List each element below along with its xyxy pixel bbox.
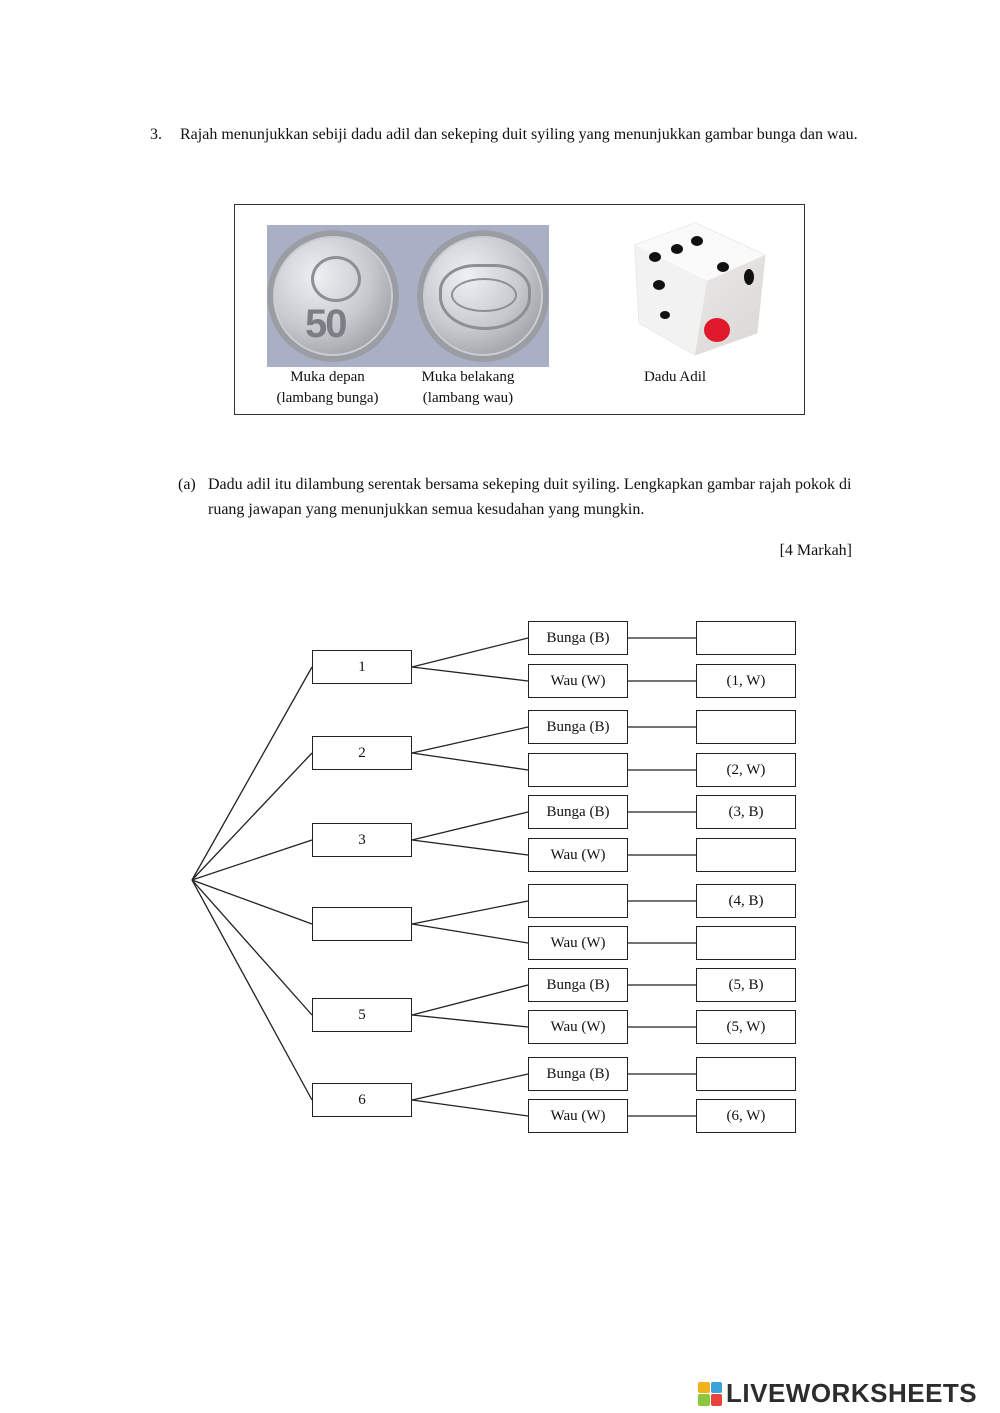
coin-box-3w: Wau (W): [528, 838, 628, 872]
coin-box-5w: Wau (W): [528, 1010, 628, 1044]
coin-box-2b: Bunga (B): [528, 710, 628, 744]
branch-root-1: [192, 667, 312, 880]
logo-square-2: [711, 1382, 723, 1394]
outcome-box-6w: (6, W): [696, 1099, 796, 1133]
outcome-box-6b-blank[interactable]: [696, 1057, 796, 1091]
coin-box-4b-blank[interactable]: [528, 884, 628, 918]
coin-back-caption-line1: Muka belakang: [421, 369, 515, 385]
branch-root-4: [192, 880, 312, 924]
logo-square-4: [711, 1394, 723, 1406]
coin-front-caption-line2: (lambang bunga): [276, 390, 379, 406]
logo-square-1: [698, 1382, 710, 1394]
part-a-label: (a): [178, 476, 196, 493]
outcome-box-1b-blank[interactable]: [696, 621, 796, 655]
marks-label: [4 Markah]: [779, 542, 852, 559]
coin-box-6w: Wau (W): [528, 1099, 628, 1133]
outcome-box-4w-blank[interactable]: [696, 926, 796, 960]
coin-box-3b: Bunga (B): [528, 795, 628, 829]
logo-square-3: [698, 1394, 710, 1406]
outcome-box-4b: (4, B): [696, 884, 796, 918]
dice-box-3: 3: [312, 823, 412, 857]
dice-box-5: 5: [312, 998, 412, 1032]
coin-value: 50: [305, 302, 346, 346]
part-a-text: Dadu adil itu dilambung serentak bersama sekeping duit syiling. Lengkapkan gambar rajah pokok di ruang jawapan yang menunjukkan semua kesudahan yang mungkin.: [208, 476, 852, 518]
outcome-box-2w: (2, W): [696, 753, 796, 787]
coin-back-caption-line2: (lambang wau): [422, 390, 514, 406]
dice-box-2: 2: [312, 736, 412, 770]
outcome-box-3w-blank[interactable]: [696, 838, 796, 872]
coin-box-4w: Wau (W): [528, 926, 628, 960]
coin-box-1w: Wau (W): [528, 664, 628, 698]
outcome-box-5b: (5, B): [696, 968, 796, 1002]
coin-box-5b: Bunga (B): [528, 968, 628, 1002]
dice-box-1: 1: [312, 650, 412, 684]
branch-root-5: [192, 880, 312, 1015]
branch-root-6: [192, 880, 312, 1100]
logo-text: LIVEWORKSHEETS: [726, 1378, 978, 1408]
outcome-box-5w: (5, W): [696, 1010, 796, 1044]
coin-box-1b: Bunga (B): [528, 621, 628, 655]
die-caption: Dadu Adil: [643, 369, 707, 385]
branch-root-2: [192, 753, 312, 880]
question-text: Rajah menunjukkan sebiji dadu adil dan sekeping duit syiling yang menunjukkan gambar bunga dan wau.: [180, 126, 858, 143]
outcome-box-1w: (1, W): [696, 664, 796, 698]
coin-front-caption-line1: Muka depan: [290, 369, 365, 385]
question-number: 3.: [150, 126, 162, 143]
dice-box-6: 6: [312, 1083, 412, 1117]
liveworksheets-logo[interactable]: [698, 1378, 977, 1409]
liveworksheets-logo-icon: [698, 1382, 722, 1406]
coin-box-2w-blank[interactable]: [528, 753, 628, 787]
dice-box-4-blank[interactable]: [312, 907, 412, 941]
branch-root-3: [192, 840, 312, 880]
outcome-box-3b: (3, B): [696, 795, 796, 829]
outcome-box-2b-blank[interactable]: [696, 710, 796, 744]
coin-box-6b: Bunga (B): [528, 1057, 628, 1091]
